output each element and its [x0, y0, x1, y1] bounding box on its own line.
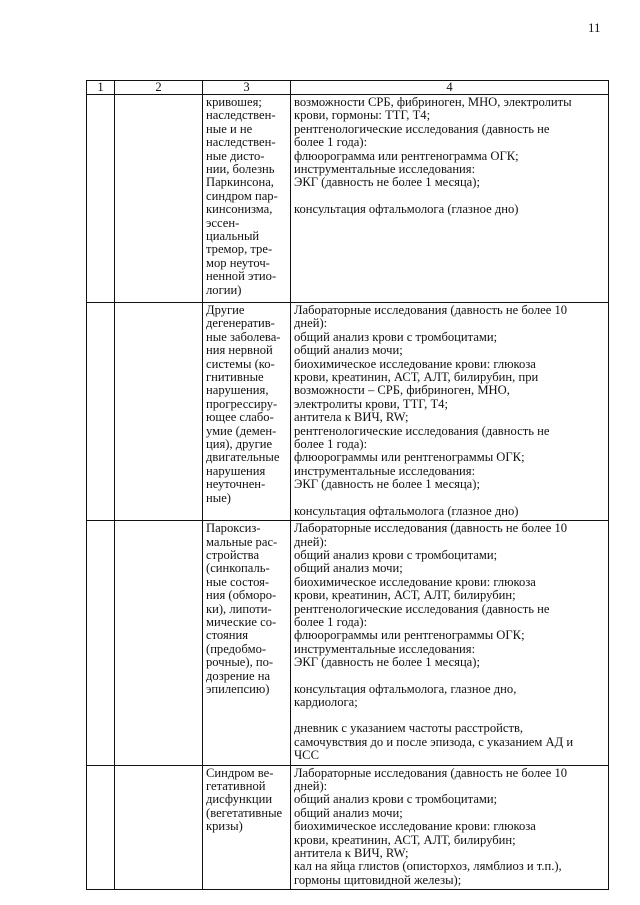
condition-line: синдром пар- [206, 188, 278, 203]
condition-line: неуточнен- [206, 477, 266, 492]
examination-line: консультация офтальмолога, глазное дно, [294, 681, 517, 696]
condition-line: ные заболева- [206, 329, 281, 344]
examination-line: возможности СРБ, фибриноген, МНО, электролиты [294, 95, 572, 109]
examination-line: консультация офтальмолога (глазное дно) [294, 201, 519, 216]
examination-line: крови, креатинин, АСТ, АЛТ, билирубин, при [294, 370, 539, 385]
examination-line: флюорограммы или рентгенограммы ОГК; [294, 628, 525, 643]
examination-line: более 1 года): [294, 135, 368, 150]
examination-line: общий анализ мочи; [294, 805, 403, 820]
condition-line: гнитивные [206, 370, 264, 385]
table-row [87, 521, 609, 766]
cell-col-1 [87, 521, 115, 766]
cell-col-2 [115, 95, 203, 303]
examination-line: ЧСС [294, 748, 319, 763]
examinations-cell [291, 765, 609, 890]
examination-line: флюорограммы или рентгенограммы ОГК; [294, 450, 525, 465]
condition-line: нии, болезнь [206, 162, 275, 177]
condition-line: Пароксиз- [206, 521, 261, 536]
examination-line: более 1 года): [294, 437, 368, 452]
condition-line: нарушения, [206, 383, 269, 398]
examination-line: общий анализ мочи; [294, 561, 403, 576]
examination-line: общий анализ крови с тромбоцитами; [294, 792, 498, 807]
examination-line: рентгенологические исследования (давность не [294, 423, 550, 438]
condition-line: ния (обморо- [206, 588, 277, 603]
examination-line: антитела к ВИЧ, RW; [294, 410, 409, 425]
cell-col-1 [87, 303, 115, 521]
examinations-cell [291, 95, 609, 303]
examination-line [294, 190, 605, 203]
condition-line: мические со- [206, 614, 277, 629]
examination-line: гормоны щитовидной железы); [294, 872, 462, 887]
condition-line: логии) [206, 282, 242, 297]
condition-line: кинсонизма, [206, 202, 273, 217]
condition-line: циальный [206, 229, 260, 244]
condition-line: наследствен- [206, 108, 276, 123]
examination-line: ЭКГ (давность не более 1 месяца); [294, 477, 480, 492]
examination-line: консультация офтальмолога (глазное дно) [294, 503, 519, 518]
examination-line: флюорограмма или рентгенограмма ОГК; [294, 148, 519, 163]
examination-line: крови, креатинин, АСТ, АЛТ, билирубин; [294, 588, 516, 603]
examination-line: общий анализ мочи; [294, 343, 403, 358]
table-header-row [87, 81, 609, 95]
table-row [87, 95, 609, 303]
condition-line: наследствен- [206, 135, 276, 150]
condition-line: системы (ко- [206, 356, 275, 371]
examination-line: кардиолога; [294, 694, 358, 709]
examination-line: дней): [294, 534, 328, 549]
condition-line: Синдром ве- [206, 765, 274, 780]
condition-line: прогрессиру- [206, 396, 278, 411]
table-row [87, 765, 609, 890]
examination-line [294, 492, 605, 505]
condition-line: стояния [206, 628, 249, 643]
examination-line: биохимическое исследование крови: глюкоза [294, 356, 536, 371]
cell-col-1 [87, 95, 115, 303]
condition-line: ные состоя- [206, 574, 270, 589]
condition-line: нарушения [206, 463, 266, 478]
condition-line: двигательные [206, 450, 280, 465]
condition-line: ные) [206, 490, 231, 505]
header-col-3: 3 [203, 81, 291, 95]
examination-line: крови, креатинин, АСТ, АЛТ, билирубин; [294, 832, 516, 847]
examinations-cell [291, 521, 609, 766]
condition-line: кризы) [206, 819, 243, 834]
condition-line: дегенератив- [206, 316, 275, 331]
header-col-2: 2 [115, 81, 203, 95]
cell-col-2 [115, 521, 203, 766]
condition-cell [203, 765, 291, 890]
examination-line: общий анализ крови с тромбоцитами; [294, 329, 498, 344]
condition-line: дисфункции [206, 792, 273, 807]
condition-line: Паркинсона, [206, 175, 274, 190]
examination-line: инструментальные исследования: [294, 162, 476, 177]
header-col-4: 4 [291, 81, 609, 95]
condition-line: мор неуточ- [206, 255, 270, 270]
condition-line: стройства [206, 547, 260, 562]
condition-line: гетативной [206, 779, 266, 793]
examination-line: рентгенологические исследования (давность не [294, 121, 550, 136]
examination-line: более 1 года): [294, 614, 368, 629]
condition-line: (вегетативные [206, 805, 283, 820]
examination-line: ЭКГ (давность не более 1 месяца); [294, 175, 480, 190]
examinations-cell [291, 303, 609, 521]
examination-line: биохимическое исследование крови: глюкоза [294, 574, 536, 589]
examination-line: самочувствия до и после эпизода, с указанием АД и [294, 734, 574, 749]
condition-line: умие (демен- [206, 423, 277, 438]
condition-cell [203, 521, 291, 766]
condition-line: (предобмо- [206, 641, 267, 656]
examination-line [294, 670, 605, 683]
cell-col-1 [87, 765, 115, 890]
condition-line: ция), другие [206, 437, 273, 452]
condition-line: (синкопаль- [206, 561, 270, 576]
condition-cell [203, 303, 291, 521]
examination-line: крови, гормоны: ТТГ, Т4; [294, 108, 431, 123]
condition-line: ки), липоти- [206, 601, 272, 616]
examination-line: рентгенологические исследования (давность не [294, 601, 550, 616]
page-number: 11 [588, 20, 601, 35]
examination-line: возможности – СРБ, фибриноген, МНО, [294, 383, 510, 398]
condition-line: ющее слабо- [206, 410, 274, 425]
condition-line: мальные рас- [206, 534, 278, 549]
examination-line: общий анализ крови с тромбоцитами; [294, 547, 498, 562]
condition-cell [203, 95, 291, 303]
table-row [87, 303, 609, 521]
examination-line: дней): [294, 779, 328, 793]
examination-line: Лабораторные исследования (давность не более 10 [294, 765, 568, 780]
condition-line: ненной этио- [206, 269, 277, 284]
examination-line: ЭКГ (давность не более 1 месяца); [294, 655, 480, 670]
condition-line: эпилепсию) [206, 681, 270, 696]
examination-line: антитела к ВИЧ, RW; [294, 846, 409, 861]
condition-line: ния нервной [206, 343, 273, 358]
examination-line: кал на яйца глистов (описторхоз, лямблиоз и т.п.), [294, 859, 562, 874]
condition-line: дозрение на [206, 668, 271, 683]
condition-line: ные и не [206, 121, 253, 136]
examination-line: Лабораторные исследования (давность не более 10 [294, 521, 568, 536]
examination-line: электролиты крови, ТТГ, Т4; [294, 396, 448, 411]
condition-line: кривошея; [206, 95, 262, 109]
cell-col-2 [115, 303, 203, 521]
examination-line: дней): [294, 316, 328, 331]
examination-line: инструментальные исследования: [294, 641, 476, 656]
condition-line: Другие [206, 303, 245, 317]
condition-line: рочные), по- [206, 655, 274, 670]
examination-line: инструментальные исследования: [294, 463, 476, 478]
condition-line: эссен- [206, 215, 240, 230]
condition-line: ные дисто- [206, 148, 265, 163]
header-col-1: 1 [87, 81, 115, 95]
examination-line: биохимическое исследование крови: глюкоза [294, 819, 536, 834]
cell-col-2 [115, 765, 203, 890]
examination-line: дневник с указанием частоты расстройств, [294, 721, 524, 736]
condition-line: тремор, тре- [206, 242, 273, 257]
examination-line: Лабораторные исследования (давность не более 10 [294, 303, 568, 317]
document-table [86, 80, 609, 890]
